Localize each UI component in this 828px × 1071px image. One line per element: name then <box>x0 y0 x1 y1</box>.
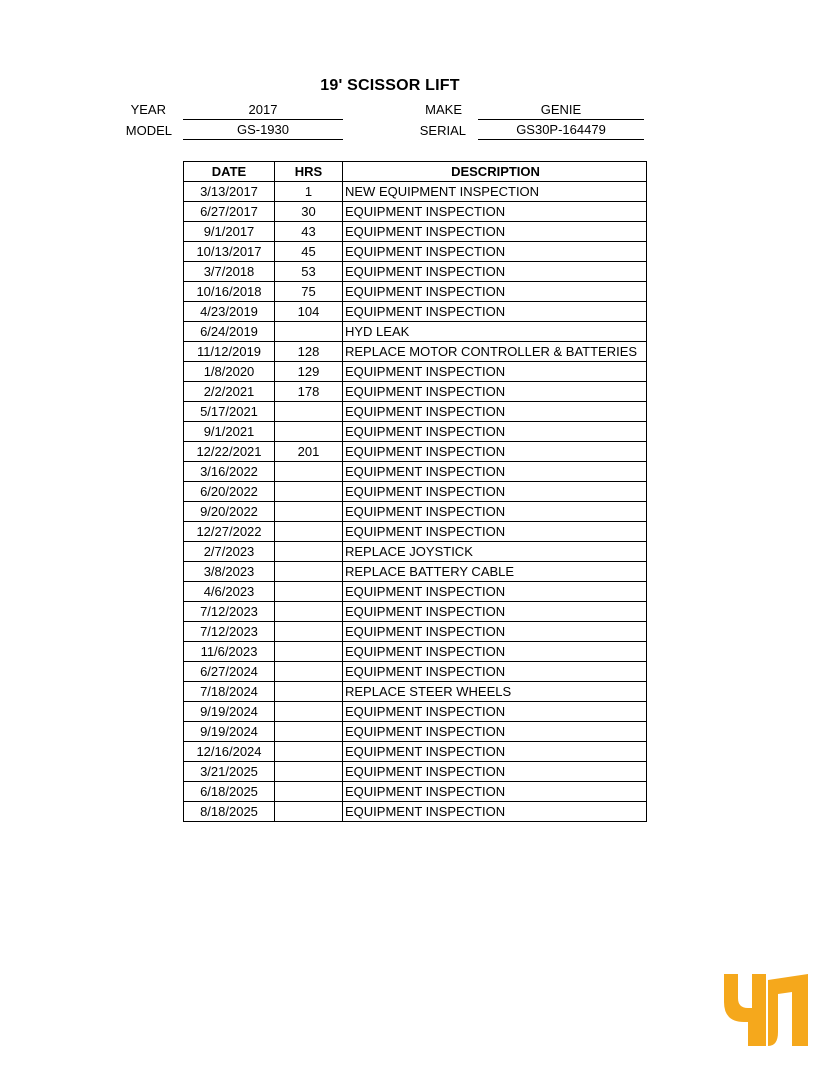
hrs-cell <box>275 462 343 482</box>
date-cell: 2/2/2021 <box>184 382 275 402</box>
hrs-cell <box>275 742 343 762</box>
date-cell: 9/19/2024 <box>184 702 275 722</box>
description-cell: HYD LEAK <box>343 322 647 342</box>
hrs-cell: 53 <box>275 262 343 282</box>
description-cell: EQUIPMENT INSPECTION <box>343 302 647 322</box>
serial-label: SERIAL <box>419 123 466 138</box>
description-cell: EQUIPMENT INSPECTION <box>343 522 647 542</box>
table-row <box>184 742 647 762</box>
date-cell: 9/1/2021 <box>184 422 275 442</box>
table-row <box>184 362 647 382</box>
table-row <box>184 342 647 362</box>
hrs-cell <box>275 622 343 642</box>
make-label: MAKE <box>425 102 462 117</box>
table-body <box>184 182 647 822</box>
description-cell: EQUIPMENT INSPECTION <box>343 262 647 282</box>
logo-left-mark <box>724 974 766 1046</box>
date-cell: 10/16/2018 <box>184 282 275 302</box>
date-cell: 3/7/2018 <box>184 262 275 282</box>
table-row <box>184 242 647 262</box>
table-row <box>184 502 647 522</box>
date-cell: 10/13/2017 <box>184 242 275 262</box>
hrs-cell: 129 <box>275 362 343 382</box>
date-cell: 6/20/2022 <box>184 482 275 502</box>
table-row <box>184 562 647 582</box>
table-row <box>184 322 647 342</box>
hrs-cell: 75 <box>275 282 343 302</box>
description-cell: EQUIPMENT INSPECTION <box>343 202 647 222</box>
serial-value: GS30P-164479 <box>478 121 644 140</box>
hrs-cell <box>275 402 343 422</box>
description-cell: EQUIPMENT INSPECTION <box>343 702 647 722</box>
hrs-cell <box>275 422 343 442</box>
date-cell: 2/7/2023 <box>184 542 275 562</box>
date-cell: 6/18/2025 <box>184 782 275 802</box>
table-row <box>184 782 647 802</box>
hrs-cell <box>275 542 343 562</box>
hrs-cell <box>275 322 343 342</box>
date-cell: 1/8/2020 <box>184 362 275 382</box>
date-cell: 3/16/2022 <box>184 462 275 482</box>
date-cell: 7/18/2024 <box>184 682 275 702</box>
hrs-cell: 104 <box>275 302 343 322</box>
hrs-cell <box>275 562 343 582</box>
description-cell: EQUIPMENT INSPECTION <box>343 662 647 682</box>
date-cell: 12/27/2022 <box>184 522 275 542</box>
description-cell: EQUIPMENT INSPECTION <box>343 402 647 422</box>
date-cell: 8/18/2025 <box>184 802 275 822</box>
description-cell: EQUIPMENT INSPECTION <box>343 582 647 602</box>
description-cell: EQUIPMENT INSPECTION <box>343 802 647 822</box>
table-row <box>184 662 647 682</box>
hrs-cell <box>275 662 343 682</box>
description-cell: EQUIPMENT INSPECTION <box>343 282 647 302</box>
table-row <box>184 682 647 702</box>
table-row <box>184 722 647 742</box>
table-row <box>184 702 647 722</box>
hrs-cell <box>275 502 343 522</box>
hrs-cell <box>275 602 343 622</box>
table-row <box>184 442 647 462</box>
date-cell: 3/21/2025 <box>184 762 275 782</box>
date-cell: 6/27/2024 <box>184 662 275 682</box>
table-row <box>184 182 647 202</box>
year-value: 2017 <box>183 101 343 120</box>
description-cell: EQUIPMENT INSPECTION <box>343 442 647 462</box>
table-row <box>184 602 647 622</box>
description-cell: EQUIPMENT INSPECTION <box>343 782 647 802</box>
table-row <box>184 282 647 302</box>
hrs-cell <box>275 642 343 662</box>
table-row <box>184 542 647 562</box>
description-cell: EQUIPMENT INSPECTION <box>343 422 647 442</box>
date-cell: 5/17/2021 <box>184 402 275 422</box>
description-cell: EQUIPMENT INSPECTION <box>343 722 647 742</box>
logo-right-mark <box>768 974 808 1046</box>
date-cell: 12/22/2021 <box>184 442 275 462</box>
hrs-cell: 30 <box>275 202 343 222</box>
date-cell: 6/27/2017 <box>184 202 275 222</box>
date-cell: 7/12/2023 <box>184 602 275 622</box>
table-row <box>184 222 647 242</box>
date-cell: 7/12/2023 <box>184 622 275 642</box>
date-column-header: DATE <box>184 162 275 182</box>
description-cell: EQUIPMENT INSPECTION <box>343 462 647 482</box>
table-row <box>184 302 647 322</box>
table-row <box>184 402 647 422</box>
hrs-cell <box>275 722 343 742</box>
description-cell: REPLACE BATTERY CABLE <box>343 562 647 582</box>
table-row <box>184 582 647 602</box>
description-cell: EQUIPMENT INSPECTION <box>343 502 647 522</box>
description-cell: EQUIPMENT INSPECTION <box>343 602 647 622</box>
description-cell: EQUIPMENT INSPECTION <box>343 742 647 762</box>
description-cell: EQUIPMENT INSPECTION <box>343 222 647 242</box>
table-row <box>184 482 647 502</box>
description-cell: EQUIPMENT INSPECTION <box>343 482 647 502</box>
hrs-cell <box>275 802 343 822</box>
date-cell: 4/6/2023 <box>184 582 275 602</box>
table-row <box>184 382 647 402</box>
table-row <box>184 202 647 222</box>
table-row <box>184 462 647 482</box>
description-column-header: DESCRIPTION <box>343 162 647 182</box>
hrs-cell <box>275 582 343 602</box>
date-cell: 12/16/2024 <box>184 742 275 762</box>
date-cell: 4/23/2019 <box>184 302 275 322</box>
page-title: 19' SCISSOR LIFT <box>320 77 460 94</box>
date-cell: 9/1/2017 <box>184 222 275 242</box>
hrs-cell <box>275 762 343 782</box>
description-cell: REPLACE MOTOR CONTROLLER & BATTERIES <box>343 342 647 362</box>
date-cell: 11/12/2019 <box>184 342 275 362</box>
hrs-cell <box>275 682 343 702</box>
model-value: GS-1930 <box>183 121 343 140</box>
description-cell: REPLACE JOYSTICK <box>343 542 647 562</box>
hrs-cell: 43 <box>275 222 343 242</box>
table-row <box>184 422 647 442</box>
hrs-column-header: HRS <box>275 162 343 182</box>
make-value: GENIE <box>478 101 644 120</box>
model-label: MODEL <box>125 123 172 138</box>
hrs-cell: 1 <box>275 182 343 202</box>
hrs-cell: 201 <box>275 442 343 462</box>
maintenance-log-table <box>183 161 647 822</box>
table-row <box>184 262 647 282</box>
description-cell: EQUIPMENT INSPECTION <box>343 382 647 402</box>
description-cell: EQUIPMENT INSPECTION <box>343 642 647 662</box>
table-row <box>184 642 647 662</box>
description-cell: REPLACE STEER WHEELS <box>343 682 647 702</box>
hrs-cell: 45 <box>275 242 343 262</box>
table-header-row <box>184 162 647 182</box>
description-cell: EQUIPMENT INSPECTION <box>343 362 647 382</box>
table-row <box>184 622 647 642</box>
hrs-cell: 178 <box>275 382 343 402</box>
date-cell: 11/6/2023 <box>184 642 275 662</box>
description-cell: EQUIPMENT INSPECTION <box>343 762 647 782</box>
table-row <box>184 762 647 782</box>
table-row <box>184 522 647 542</box>
hrs-cell <box>275 522 343 542</box>
date-cell: 3/8/2023 <box>184 562 275 582</box>
date-cell: 9/19/2024 <box>184 722 275 742</box>
date-cell: 9/20/2022 <box>184 502 275 522</box>
date-cell: 3/13/2017 <box>184 182 275 202</box>
description-cell: NEW EQUIPMENT INSPECTION <box>343 182 647 202</box>
hrs-cell <box>275 782 343 802</box>
hrs-cell: 128 <box>275 342 343 362</box>
description-cell: EQUIPMENT INSPECTION <box>343 622 647 642</box>
description-cell: EQUIPMENT INSPECTION <box>343 242 647 262</box>
company-logo-icon <box>722 970 810 1046</box>
date-cell: 6/24/2019 <box>184 322 275 342</box>
table-row <box>184 802 647 822</box>
year-label: YEAR <box>130 102 166 117</box>
hrs-cell <box>275 702 343 722</box>
hrs-cell <box>275 482 343 502</box>
